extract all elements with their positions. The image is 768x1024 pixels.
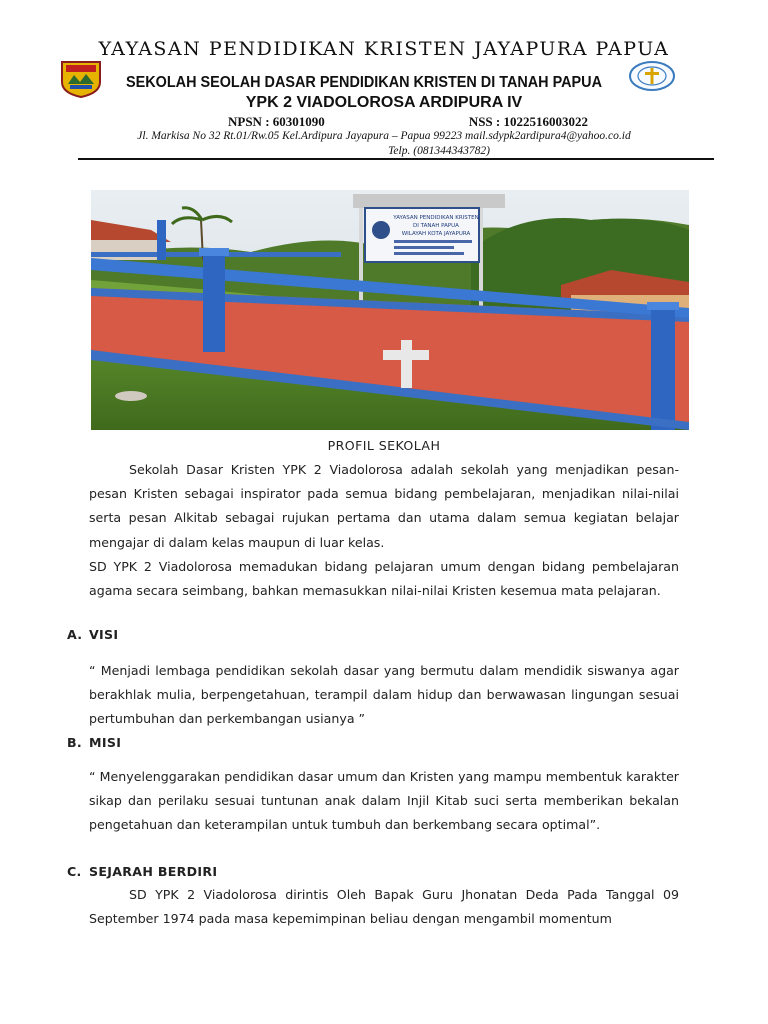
section-letter: A. (67, 627, 83, 642)
section-title: SEJARAH BERDIRI (89, 864, 218, 879)
misi-paragraph: “ Menyelenggarakan pendidikan dasar umum dan Kristen yang mampu membentuk karakter sikap dan perilaku sesuai tuntunan anak dalam Injil Kitab suci serta memberikan bekalan pengetahuan dan keterampilan untuk tumbuh dan berkembang secara optimal”. (89, 769, 679, 833)
school-unit: YPK 2 VIADOLOROSA ARDIPURA IV (245, 94, 523, 111)
address-line: Jl. Markisa No 32 Rt.01/Rw.05 Kel.Ardipura Jayapura – Papua 99223 mail.sdypk2ardipura4@yahoo.co.id (137, 130, 631, 142)
section-letter: C. (67, 864, 82, 879)
npsn-number: NPSN : 60301090 (228, 114, 325, 129)
sign-line-2: DI TANAH PAPUA (413, 223, 459, 229)
nss-number: NSS : 1022516003022 (468, 114, 588, 129)
phone-line: Telp. (081344343782) (388, 145, 490, 157)
section-letter: B. (67, 735, 82, 750)
section-title: MISI (89, 735, 122, 750)
school-identifiers (228, 114, 588, 130)
intro-paragraph-2: SD YPK 2 Viadolorosa memadukan bidang pelajaran umum dengan bidang pembelajaran agama secara seimbang, bahkan memasukkan nilai-nilai Kristen kesemua mata pelajaran. (89, 559, 679, 599)
school-photo (91, 190, 689, 430)
visi-paragraph: “ Menjadi lembaga pendidikan sekolah dasar yang bermutu dalam mendidik siswanya agar berakhlak mulia, berpengetahuan, terampil dalam hidup dan berwawasan lingungan sesuai pertumbuhan dan perkembangan usianya ” (89, 663, 679, 727)
section-heading-misi (67, 735, 121, 750)
letterhead-divider (78, 158, 714, 160)
section-title: VISI (89, 627, 119, 642)
sign-line-3: WILAYAH KOTA JAYAPURA (401, 231, 471, 237)
intro-paragraph-1: Sekolah Dasar Kristen YPK 2 Viadolorosa adalah sekolah yang menjadikan pesan-pesan Kristen sebagai inspirator pada semua bidang pembelajaran, menjadikan nilai-nilai serta pesan Alkitab sebagai rujukan pertama dan utama dalam semua kegiatan belajar mengajar di dalam kelas maupun di luar kelas. (89, 462, 679, 550)
sejarah-paragraph: SD YPK 2 Viadolorosa dirintis Oleh Bapak Guru Jhonatan Deda Pada Tanggal 09 September 1974 pada masa kepemimpinan beliau dengan mengambil momentum (89, 887, 679, 927)
section-heading-sejarah (67, 864, 217, 879)
foundation-title: YAYASAN PENDIDIKAN KRISTEN JAYAPURA PAPUA (98, 38, 670, 60)
profile-title: PROFIL SEKOLAH (327, 438, 441, 453)
section-heading-visi (67, 627, 118, 642)
school-name: SEKOLAH SEOLAH DASAR PENDIDIKAN KRISTEN DI TANAH PAPUA (126, 74, 602, 91)
sign-line-1: YAYASAN PENDIDIKAN KRISTEN (393, 215, 479, 221)
school-address (0, 129, 768, 159)
